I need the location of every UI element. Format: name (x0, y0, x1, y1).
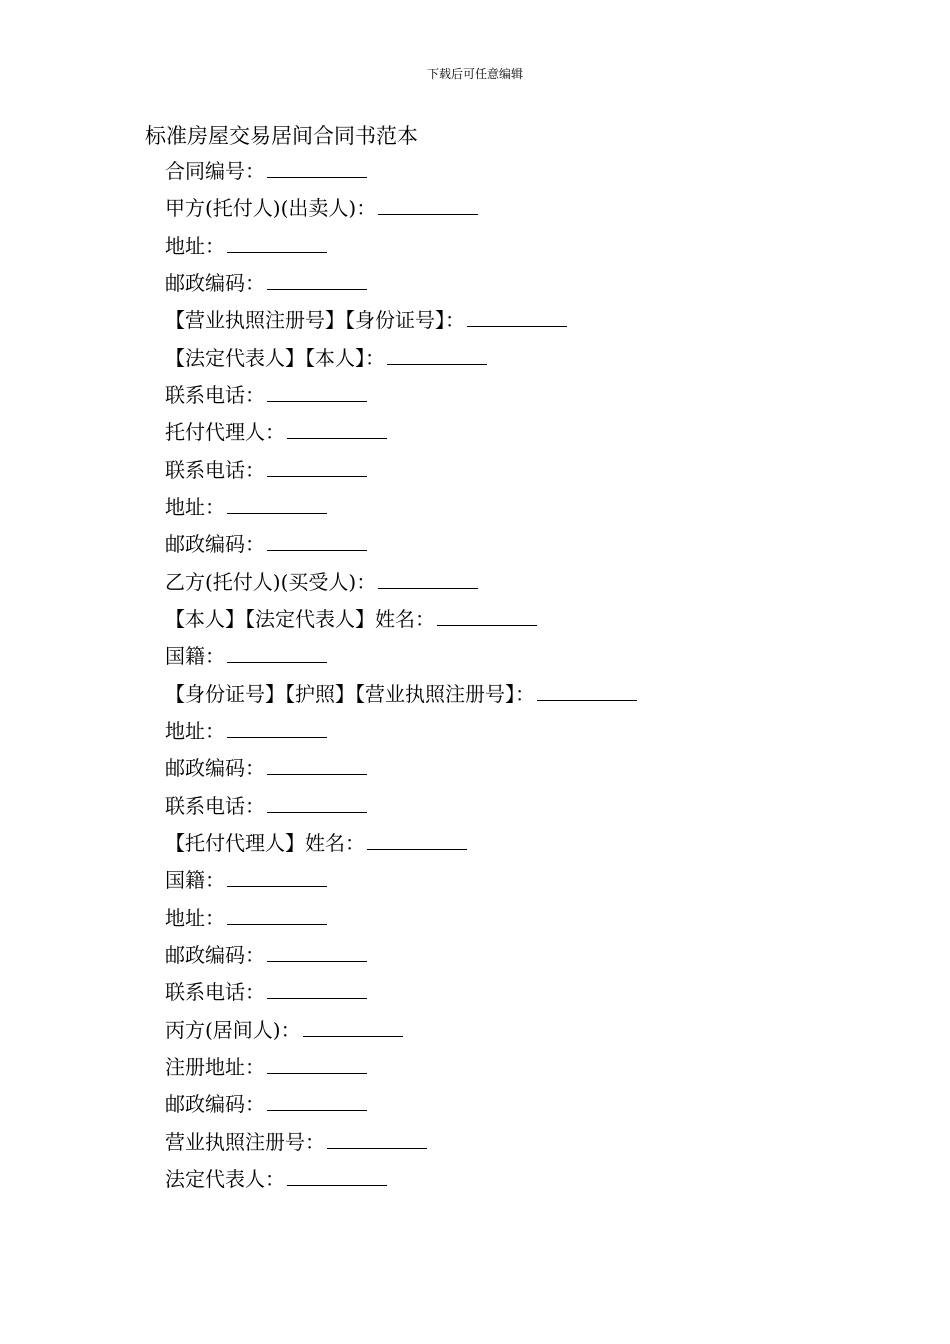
field-label: 邮政编码： (165, 1092, 265, 1117)
field-line (165, 1164, 637, 1201)
field-label: 丙方(居间人)： (165, 1017, 301, 1042)
field-label: 【法定代表人】【本人】： (165, 345, 385, 370)
fill-in-blank[interactable] (437, 605, 537, 626)
field-line (165, 156, 637, 193)
fill-in-blank[interactable] (227, 866, 327, 887)
field-line (165, 417, 637, 454)
field-label: 邮政编码： (165, 532, 265, 557)
field-label: 地址： (165, 905, 225, 930)
fill-in-blank[interactable] (227, 642, 327, 663)
field-line (165, 679, 637, 716)
fill-in-blank[interactable] (267, 157, 367, 178)
document-title: 标准房屋交易居间合同书范本 (145, 124, 418, 148)
field-label: 联系电话： (165, 457, 265, 482)
field-label: 邮政编码： (165, 270, 265, 295)
field-label: 联系电话： (165, 382, 265, 407)
field-line (165, 492, 637, 529)
fill-in-blank[interactable] (267, 1053, 367, 1074)
contract-fields (165, 156, 637, 1201)
field-line (165, 940, 637, 977)
fill-in-blank[interactable] (378, 568, 478, 589)
fill-in-blank[interactable] (267, 269, 367, 290)
fill-in-blank[interactable] (267, 456, 367, 477)
field-label: 法定代表人： (165, 1166, 285, 1191)
field-line (165, 1089, 637, 1126)
field-line (165, 343, 637, 380)
field-line (165, 903, 637, 940)
fill-in-blank[interactable] (227, 717, 327, 738)
fill-in-blank[interactable] (287, 1165, 387, 1186)
fill-in-blank[interactable] (267, 381, 367, 402)
header-note: 下载后可任意编辑 (426, 67, 523, 81)
field-line (165, 828, 637, 865)
field-label: 地址： (165, 233, 225, 258)
fill-in-blank[interactable] (367, 829, 467, 850)
fill-in-blank[interactable] (227, 904, 327, 925)
field-line (165, 380, 637, 417)
field-line (165, 641, 637, 678)
field-line (165, 305, 637, 342)
fill-in-blank[interactable] (267, 792, 367, 813)
field-label: 【托付代理人】姓名： (165, 830, 365, 855)
fill-in-blank[interactable] (387, 344, 487, 365)
field-label: 联系电话： (165, 793, 265, 818)
fill-in-blank[interactable] (303, 1016, 403, 1037)
field-label: 甲方(托付人)(出卖人)： (165, 196, 377, 221)
field-label: 国籍： (165, 868, 225, 893)
field-label: 【营业执照注册号】【身份证号】： (165, 308, 465, 333)
field-label: 地址： (165, 494, 225, 519)
field-line (165, 529, 637, 566)
field-label: 地址： (165, 718, 225, 743)
field-label: 【身份证号】【护照】【营业执照注册号】： (165, 681, 535, 706)
field-line (165, 1052, 637, 1089)
fill-in-blank[interactable] (287, 418, 387, 439)
field-label: 【本人】【法定代表人】姓名： (165, 606, 435, 631)
fill-in-blank[interactable] (467, 306, 567, 327)
field-label: 联系电话： (165, 980, 265, 1005)
fill-in-blank[interactable] (327, 1128, 427, 1149)
field-line (165, 455, 637, 492)
fill-in-blank[interactable] (267, 978, 367, 999)
field-line (165, 865, 637, 902)
field-line (165, 604, 637, 641)
fill-in-blank[interactable] (267, 941, 367, 962)
field-line (165, 753, 637, 790)
fill-in-blank[interactable] (227, 232, 327, 253)
field-line (165, 977, 637, 1014)
field-label: 邮政编码： (165, 756, 265, 781)
field-line (165, 231, 637, 268)
fill-in-blank[interactable] (227, 493, 327, 514)
fill-in-blank[interactable] (378, 194, 478, 215)
field-line (165, 716, 637, 753)
field-line (165, 1015, 637, 1052)
field-label: 合同编号： (165, 159, 265, 183)
field-label: 营业执照注册号： (165, 1129, 325, 1154)
field-line (165, 791, 637, 828)
field-line (165, 268, 637, 305)
field-label: 邮政编码： (165, 942, 265, 967)
fill-in-blank[interactable] (267, 754, 367, 775)
field-line (165, 193, 637, 230)
field-label: 乙方(托付人)(买受人)： (165, 569, 377, 594)
fill-in-blank[interactable] (267, 1090, 367, 1111)
field-label: 注册地址： (165, 1054, 265, 1079)
field-label: 托付代理人： (165, 420, 285, 445)
field-label: 国籍： (165, 644, 225, 669)
fill-in-blank[interactable] (537, 680, 637, 701)
field-line (165, 1127, 637, 1164)
field-line (165, 567, 637, 604)
fill-in-blank[interactable] (267, 530, 367, 551)
